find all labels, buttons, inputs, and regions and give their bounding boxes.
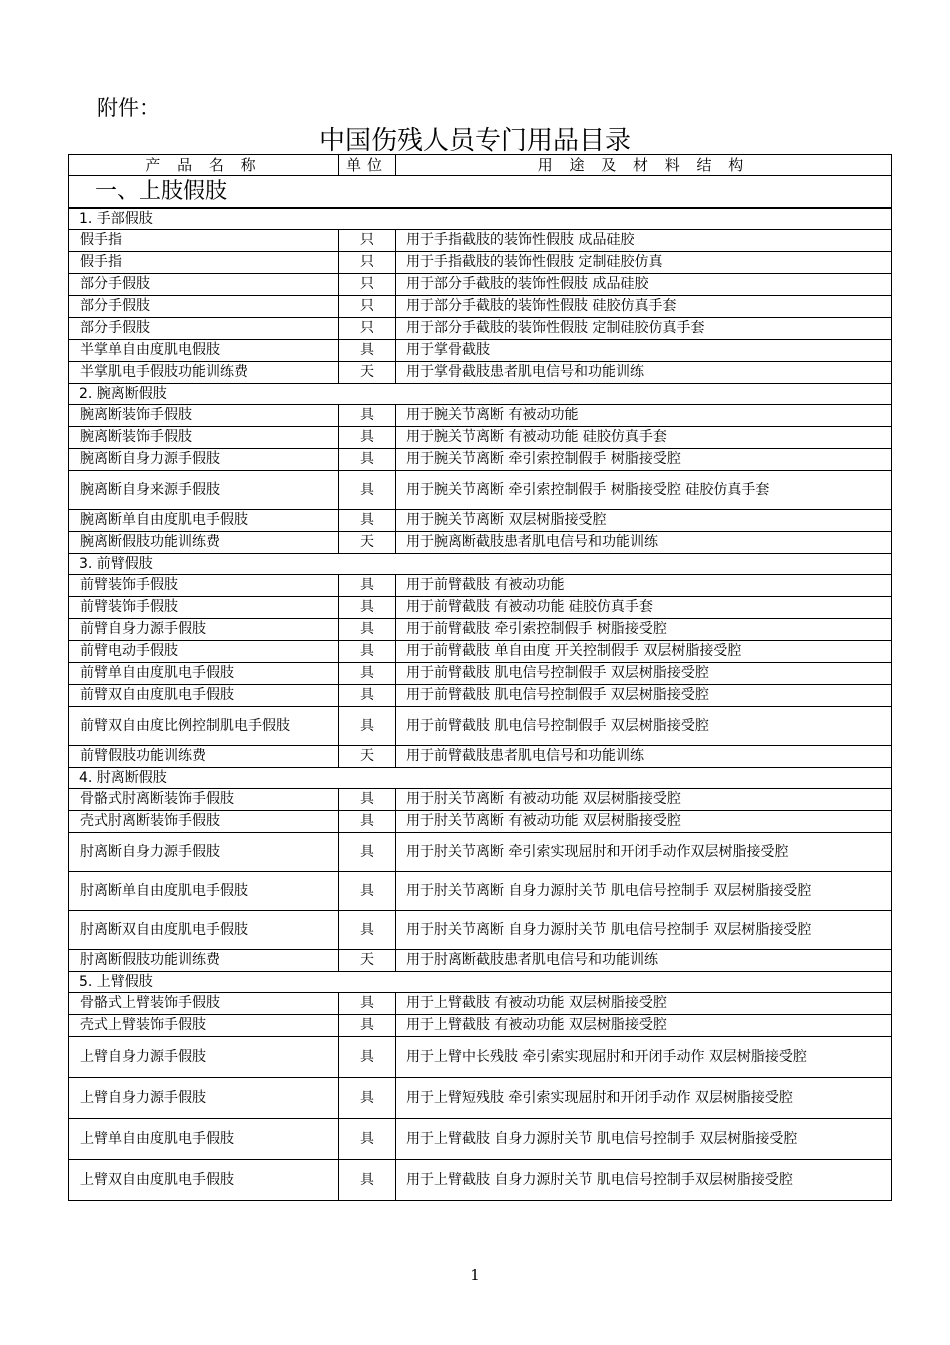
catalog-table-body xyxy=(69,155,892,1201)
document-title: 中国伤残人员专门用品目录 xyxy=(318,126,631,156)
unit-cell: 天 xyxy=(339,362,396,384)
use-material-cell: 用于腕关节离断 有被动功能 xyxy=(396,405,892,427)
use-material-cell: 用于前臂截肢患者肌电信号和功能训练 xyxy=(396,746,892,768)
table-row xyxy=(69,340,892,362)
group-heading-row xyxy=(69,208,892,230)
product-name-cell: 前臂假肢功能训练费 xyxy=(69,746,339,768)
table-row xyxy=(69,950,892,972)
use-material-cell: 用于部分手截肢的装饰性假肢 硅胶仿真手套 xyxy=(396,296,892,318)
catalog-table xyxy=(68,154,892,1201)
table-row xyxy=(69,296,892,318)
use-material-cell: 用于上臂截肢 自身力源肘关节 肌电信号控制手双层树脂接受腔 xyxy=(396,1160,892,1201)
use-material-cell: 用于手指截肢的装饰性假肢 成品硅胶 xyxy=(396,230,892,252)
product-name-cell: 部分手假肢 xyxy=(69,296,339,318)
use-material-cell: 用于前臂截肢 肌电信号控制假手 双层树脂接受腔 xyxy=(396,663,892,685)
group-heading: 5. 上臂假肢 xyxy=(69,972,892,993)
header-product-name: 产 品 名 称 xyxy=(69,155,339,176)
table-row xyxy=(69,707,892,746)
unit-cell: 只 xyxy=(339,230,396,252)
unit-cell: 具 xyxy=(339,1160,396,1201)
use-material-cell: 用于上臂截肢 有被动功能 双层树脂接受腔 xyxy=(396,1015,892,1037)
product-name-cell: 上臂单自由度肌电手假肢 xyxy=(69,1119,339,1160)
table-row xyxy=(69,427,892,449)
product-name-cell: 假手指 xyxy=(69,230,339,252)
unit-cell: 具 xyxy=(339,575,396,597)
unit-cell: 具 xyxy=(339,340,396,362)
group-heading: 4. 肘离断假肢 xyxy=(69,768,892,789)
use-material-cell: 用于部分手截肢的装饰性假肢 定制硅胶仿真手套 xyxy=(396,318,892,340)
unit-cell: 具 xyxy=(339,872,396,911)
use-material-cell: 用于前臂截肢 有被动功能 xyxy=(396,575,892,597)
unit-cell: 具 xyxy=(339,427,396,449)
product-name-cell: 腕离断装饰手假肢 xyxy=(69,405,339,427)
product-name-cell: 壳式上臂装饰手假肢 xyxy=(69,1015,339,1037)
table-row xyxy=(69,789,892,811)
group-heading-row xyxy=(69,972,892,993)
group-heading: 2. 腕离断假肢 xyxy=(69,384,892,405)
use-material-cell: 用于前臂截肢 有被动功能 硅胶仿真手套 xyxy=(396,597,892,619)
use-material-cell: 用于肘关节离断 牵引索实现屈肘和开闭手动作双层树脂接受腔 xyxy=(396,833,892,872)
use-material-cell: 用于前臂截肢 牵引索控制假手 树脂接受腔 xyxy=(396,619,892,641)
product-name-cell: 前臂装饰手假肢 xyxy=(69,597,339,619)
use-material-cell: 用于上臂截肢 有被动功能 双层树脂接受腔 xyxy=(396,993,892,1015)
unit-cell: 具 xyxy=(339,811,396,833)
product-name-cell: 前臂自身力源手假肢 xyxy=(69,619,339,641)
unit-cell: 具 xyxy=(339,641,396,663)
header-use-material: 用 途 及 材 料 结 构 xyxy=(396,155,892,176)
page-number: 1 xyxy=(470,1266,480,1284)
use-material-cell: 用于上臂中长残肢 牵引索实现屈肘和开闭手动作 双层树脂接受腔 xyxy=(396,1037,892,1078)
unit-cell: 具 xyxy=(339,833,396,872)
product-name-cell: 前臂双自由度肌电手假肢 xyxy=(69,685,339,707)
product-name-cell: 部分手假肢 xyxy=(69,274,339,296)
use-material-cell: 用于前臂截肢 肌电信号控制假手 双层树脂接受腔 xyxy=(396,685,892,707)
unit-cell: 具 xyxy=(339,597,396,619)
product-name-cell: 半掌单自由度肌电假肢 xyxy=(69,340,339,362)
use-material-cell: 用于部分手截肢的装饰性假肢 成品硅胶 xyxy=(396,274,892,296)
unit-cell: 天 xyxy=(339,532,396,554)
use-material-cell: 用于手指截肢的装饰性假肢 定制硅胶仿真 xyxy=(396,252,892,274)
table-row xyxy=(69,911,892,950)
table-row xyxy=(69,575,892,597)
use-material-cell: 用于肘离断截肢患者肌电信号和功能训练 xyxy=(396,950,892,972)
use-material-cell: 用于腕关节离断 双层树脂接受腔 xyxy=(396,510,892,532)
use-material-cell: 用于腕关节离断 牵引索控制假手 树脂接受腔 xyxy=(396,449,892,471)
use-material-cell: 用于腕关节离断 有被动功能 硅胶仿真手套 xyxy=(396,427,892,449)
unit-cell: 具 xyxy=(339,789,396,811)
use-material-cell: 用于前臂截肢 单自由度 开关控制假手 双层树脂接受腔 xyxy=(396,641,892,663)
table-row xyxy=(69,1119,892,1160)
header-unit: 单位 xyxy=(339,155,396,176)
product-name-cell: 腕离断单自由度肌电手假肢 xyxy=(69,510,339,532)
unit-cell: 具 xyxy=(339,1119,396,1160)
unit-cell: 具 xyxy=(339,471,396,510)
table-row xyxy=(69,811,892,833)
use-material-cell: 用于肘关节离断 有被动功能 双层树脂接受腔 xyxy=(396,789,892,811)
product-name-cell: 骨骼式肘离断装饰手假肢 xyxy=(69,789,339,811)
product-name-cell: 腕离断自身来源手假肢 xyxy=(69,471,339,510)
product-name-cell: 肘离断单自由度肌电手假肢 xyxy=(69,872,339,911)
table-row xyxy=(69,746,892,768)
unit-cell: 具 xyxy=(339,510,396,532)
table-row xyxy=(69,274,892,296)
unit-cell: 只 xyxy=(339,252,396,274)
product-name-cell: 肘离断双自由度肌电手假肢 xyxy=(69,911,339,950)
table-row xyxy=(69,641,892,663)
table-row xyxy=(69,405,892,427)
unit-cell: 只 xyxy=(339,274,396,296)
use-material-cell: 用于腕关节离断 牵引索控制假手 树脂接受腔 硅胶仿真手套 xyxy=(396,471,892,510)
product-name-cell: 前臂单自由度肌电手假肢 xyxy=(69,663,339,685)
use-material-cell: 用于前臂截肢 肌电信号控制假手 双层树脂接受腔 xyxy=(396,707,892,746)
product-name-cell: 半掌肌电手假肢功能训练费 xyxy=(69,362,339,384)
table-row xyxy=(69,1015,892,1037)
table-row xyxy=(69,1037,892,1078)
group-heading-row xyxy=(69,554,892,575)
product-name-cell: 腕离断装饰手假肢 xyxy=(69,427,339,449)
product-name-cell: 腕离断自身力源手假肢 xyxy=(69,449,339,471)
use-material-cell: 用于肘关节离断 自身力源肘关节 肌电信号控制手 双层树脂接受腔 xyxy=(396,872,892,911)
product-name-cell: 上臂自身力源手假肢 xyxy=(69,1078,339,1119)
attachment-label: 附件： xyxy=(97,96,160,120)
group-heading: 3. 前臂假肢 xyxy=(69,554,892,575)
table-row xyxy=(69,619,892,641)
table-row xyxy=(69,685,892,707)
table-row xyxy=(69,872,892,911)
product-name-cell: 部分手假肢 xyxy=(69,318,339,340)
product-name-cell: 上臂双自由度肌电手假肢 xyxy=(69,1160,339,1201)
use-material-cell: 用于掌骨截肢患者肌电信号和功能训练 xyxy=(396,362,892,384)
unit-cell: 具 xyxy=(339,1078,396,1119)
table-row xyxy=(69,833,892,872)
product-name-cell: 前臂装饰手假肢 xyxy=(69,575,339,597)
table-row xyxy=(69,993,892,1015)
table-row xyxy=(69,1078,892,1119)
table-row xyxy=(69,532,892,554)
table-row xyxy=(69,449,892,471)
product-name-cell: 前臂双自由度比例控制肌电手假肢 xyxy=(69,707,339,746)
unit-cell: 具 xyxy=(339,1015,396,1037)
unit-cell: 具 xyxy=(339,405,396,427)
unit-cell: 具 xyxy=(339,707,396,746)
unit-cell: 具 xyxy=(339,619,396,641)
unit-cell: 具 xyxy=(339,663,396,685)
product-name-cell: 壳式肘离断装饰手假肢 xyxy=(69,811,339,833)
product-name-cell: 前臂电动手假肢 xyxy=(69,641,339,663)
unit-cell: 只 xyxy=(339,318,396,340)
table-row xyxy=(69,318,892,340)
table-row xyxy=(69,471,892,510)
use-material-cell: 用于掌骨截肢 xyxy=(396,340,892,362)
unit-cell: 具 xyxy=(339,685,396,707)
group-heading: 1. 手部假肢 xyxy=(69,208,892,230)
table-header-row xyxy=(69,155,892,176)
table-row xyxy=(69,510,892,532)
table-row xyxy=(69,230,892,252)
table-row xyxy=(69,663,892,685)
unit-cell: 天 xyxy=(339,950,396,972)
group-heading-row xyxy=(69,768,892,789)
unit-cell: 具 xyxy=(339,911,396,950)
use-material-cell: 用于腕离断截肢患者肌电信号和功能训练 xyxy=(396,532,892,554)
section-heading-row xyxy=(69,176,892,209)
table-row xyxy=(69,597,892,619)
product-name-cell: 上臂自身力源手假肢 xyxy=(69,1037,339,1078)
unit-cell: 只 xyxy=(339,296,396,318)
use-material-cell: 用于肘关节离断 自身力源肘关节 肌电信号控制手 双层树脂接受腔 xyxy=(396,911,892,950)
product-name-cell: 骨骼式上臂装饰手假肢 xyxy=(69,993,339,1015)
unit-cell: 具 xyxy=(339,449,396,471)
product-name-cell: 肘离断假肢功能训练费 xyxy=(69,950,339,972)
use-material-cell: 用于上臂截肢 自身力源肘关节 肌电信号控制手 双层树脂接受腔 xyxy=(396,1119,892,1160)
table-row xyxy=(69,252,892,274)
table-row xyxy=(69,1160,892,1201)
use-material-cell: 用于上臂短残肢 牵引索实现屈肘和开闭手动作 双层树脂接受腔 xyxy=(396,1078,892,1119)
use-material-cell: 用于肘关节离断 有被动功能 双层树脂接受腔 xyxy=(396,811,892,833)
unit-cell: 天 xyxy=(339,746,396,768)
table-row xyxy=(69,362,892,384)
group-heading-row xyxy=(69,384,892,405)
section-heading: 一、上肢假肢 xyxy=(69,176,892,209)
unit-cell: 具 xyxy=(339,1037,396,1078)
product-name-cell: 腕离断假肢功能训练费 xyxy=(69,532,339,554)
product-name-cell: 假手指 xyxy=(69,252,339,274)
unit-cell: 具 xyxy=(339,993,396,1015)
product-name-cell: 肘离断自身力源手假肢 xyxy=(69,833,339,872)
